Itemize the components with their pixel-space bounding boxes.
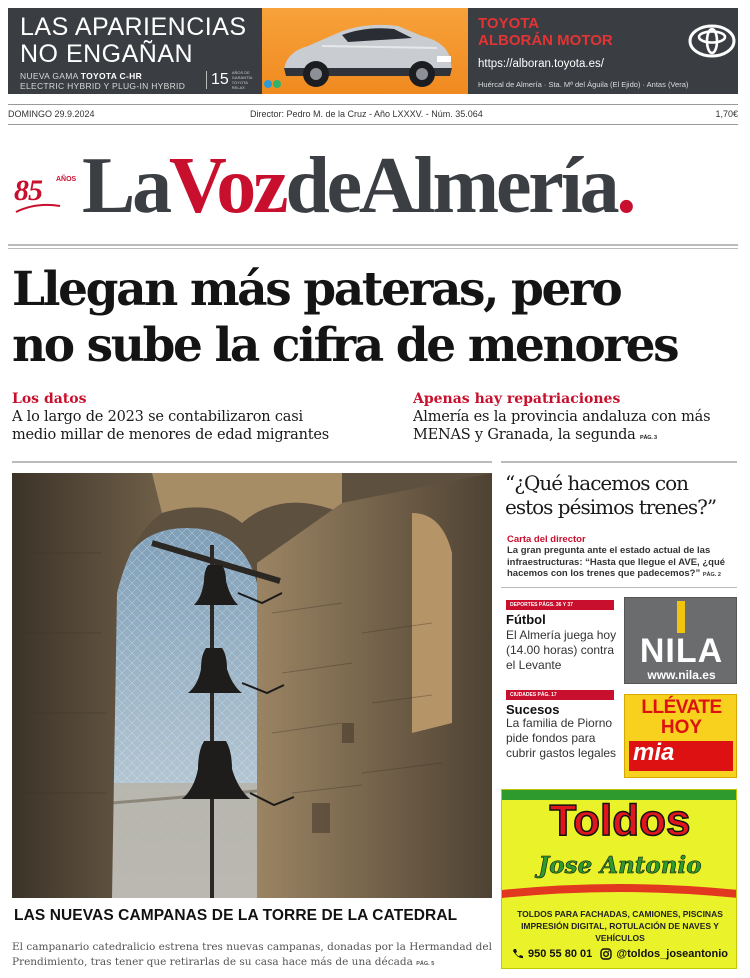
- opinion-title[interactable]: [505, 471, 737, 519]
- lead-subhead-2: [413, 390, 738, 447]
- photo-caption-text: El campanario catedralicio estrena tres nuevas campanas, donadas por la Hermandad del Prendimiento, tras tener que retirarlas de su casa hace más de una década: [12, 941, 492, 968]
- anniversary-badge: [14, 174, 77, 208]
- opinion-title-line1: “¿Qué hacemos con: [505, 471, 689, 495]
- photo-story-caption: [12, 940, 492, 972]
- lead-headline-line1: Llegan más pateras, pero: [12, 262, 621, 317]
- opinion-title-line2: estos pésimos trenes?”: [505, 495, 717, 519]
- ad-car-image: [262, 8, 468, 94]
- warranty-text: AÑOS DE GARANTÍA TOYOTA RELAX: [231, 70, 253, 90]
- toldos-owner: Jose Antonio: [538, 852, 702, 879]
- dateline: [8, 108, 738, 122]
- subhead-2-page: PÁG. 3: [640, 435, 657, 441]
- masthead-divider: [8, 244, 738, 249]
- issue-date: DOMINGO 29.9.2024: [8, 109, 95, 119]
- photo-story-title[interactable]: LAS NUEVAS CAMPANAS DE LA TORRE DE LA CATEDRAL: [14, 907, 458, 924]
- right-column-rule-2: [501, 587, 737, 588]
- masthead-la: La: [82, 142, 169, 230]
- ad-dealer-line2: ALBORÁN MOTOR: [478, 32, 613, 49]
- director-info: Director: Pedro M. de la Cruz - Año LXXXV. - Núm. 35.064: [250, 109, 483, 119]
- masthead-dealmeria: deAlmería: [285, 142, 617, 230]
- mia-brand-logo: mia: [633, 739, 675, 766]
- warranty-badge: [206, 70, 254, 90]
- toyota-logo-icon: [688, 24, 736, 63]
- subhead-1-kicker: Los datos: [12, 391, 87, 407]
- photo-caption-page: PÁG. 5: [416, 961, 435, 967]
- instagram-icon: [600, 948, 612, 960]
- cathedral-bells-photo[interactable]: [12, 473, 492, 898]
- subhead-2-kicker: Apenas hay repatriaciones: [413, 391, 621, 407]
- car-icon: [262, 8, 468, 94]
- toldos-instagram-handle: @toldos_joseantonio: [616, 948, 728, 960]
- ad-locations: Huércal de Almería · Sta. Mª del Águila (El Ejido) · Antas (Vera): [478, 80, 689, 89]
- opinion-kicker: Carta del director: [507, 534, 586, 545]
- toldos-name: Toldos: [549, 796, 691, 845]
- subhead-1-text: A lo largo de 2023 se contabilizaron casi medio millar de menores de edad migrantes: [12, 409, 329, 443]
- mia-ad-line2: HOY: [660, 717, 703, 738]
- brief-text-sucesos: La familia de Piorno pide fondos para cubrir gastos legales: [506, 716, 617, 760]
- nila-web: www.nila.es: [647, 668, 716, 682]
- toldos-phone[interactable]: [512, 948, 592, 960]
- ad-slogan-line2: NO ENGAÑAN: [20, 40, 194, 68]
- brief-tag-ciudades: CIUDADES PÁG. 17: [506, 690, 614, 700]
- ad-gama-model: TOYOTA C-HR: [80, 71, 143, 81]
- brief-tag-deportes: DEPORTES PÁGS. 36 Y 37: [506, 600, 614, 610]
- issue-price: 1,70€: [715, 109, 738, 119]
- ad-dealer-name: [478, 15, 613, 49]
- lead-subhead-1: [12, 390, 342, 444]
- opinion-text: La gran pregunta ante el estado actual de las infraestructuras: “Hasta que llegue el AVE, ¿qué hacemos con los trenes que padecemos?”: [507, 545, 726, 579]
- right-column-rule: [501, 461, 737, 465]
- anniversary-number: 85: [14, 174, 42, 207]
- dateline-rule: [8, 124, 738, 125]
- toldos-phone-number: 950 55 80 01: [528, 948, 593, 960]
- toldos-instagram[interactable]: [600, 948, 728, 960]
- ad-gama-line2: ELECTRIC HYBRID Y PLUG-IN HYBRID: [20, 81, 186, 91]
- nila-logo: NILA: [639, 632, 724, 670]
- mia-ad[interactable]: [624, 694, 737, 778]
- anniversary-label: AÑOS: [56, 176, 77, 183]
- brief-title-futbol[interactable]: Fútbol: [506, 612, 546, 627]
- ad-slogan: [20, 14, 260, 68]
- toldos-contact: [512, 948, 728, 960]
- newspaper-masthead[interactable]: [82, 140, 633, 232]
- ad-url-link[interactable]: https://alboran.toyota.es/: [478, 58, 604, 70]
- photo-rule: [12, 461, 492, 465]
- toyota-top-ad[interactable]: [8, 8, 738, 94]
- warranty-years: 15: [206, 71, 229, 89]
- top-rule: [8, 104, 738, 105]
- masthead-voz: Voz: [168, 142, 286, 230]
- nila-ad[interactable]: [624, 597, 737, 684]
- opinion-page: PÁG. 2: [702, 572, 721, 578]
- ad-gama-text: [20, 71, 185, 91]
- anniversary-swoosh-icon: [14, 200, 62, 216]
- subhead-2-text: Almería es la provincia andaluza con más MENAS y Granada, la segunda: [413, 409, 711, 443]
- toldos-services: TOLDOS PARA FACHADAS, CAMIONES, PISCINAS IMPRESIÓN DIGITAL, ROTULACIÓN DE NAVES Y VEHÍCULOS: [517, 909, 723, 943]
- lead-headline[interactable]: [12, 262, 738, 374]
- nila-road-icon: [677, 601, 685, 633]
- phone-icon: [512, 948, 524, 960]
- masthead-dot: .: [616, 142, 634, 230]
- brief-title-sucesos[interactable]: Sucesos: [506, 702, 560, 717]
- mia-ad-line1: LLÉVATE: [641, 697, 722, 718]
- opinion-summary: [507, 545, 735, 582]
- ad-dealer-line1: TOYOTA: [478, 15, 540, 32]
- brief-text-futbol: El Almería juega hoy (14.00 horas) contra el Levante: [506, 628, 617, 672]
- bell-tower-illustration: [12, 473, 492, 898]
- toldos-ad[interactable]: [501, 789, 737, 969]
- lead-headline-line2: no sube la cifra de menores: [12, 318, 678, 373]
- ad-gama-prefix: NUEVA GAMA: [20, 71, 79, 81]
- ad-slogan-line1: LAS APARIENCIAS: [20, 13, 247, 41]
